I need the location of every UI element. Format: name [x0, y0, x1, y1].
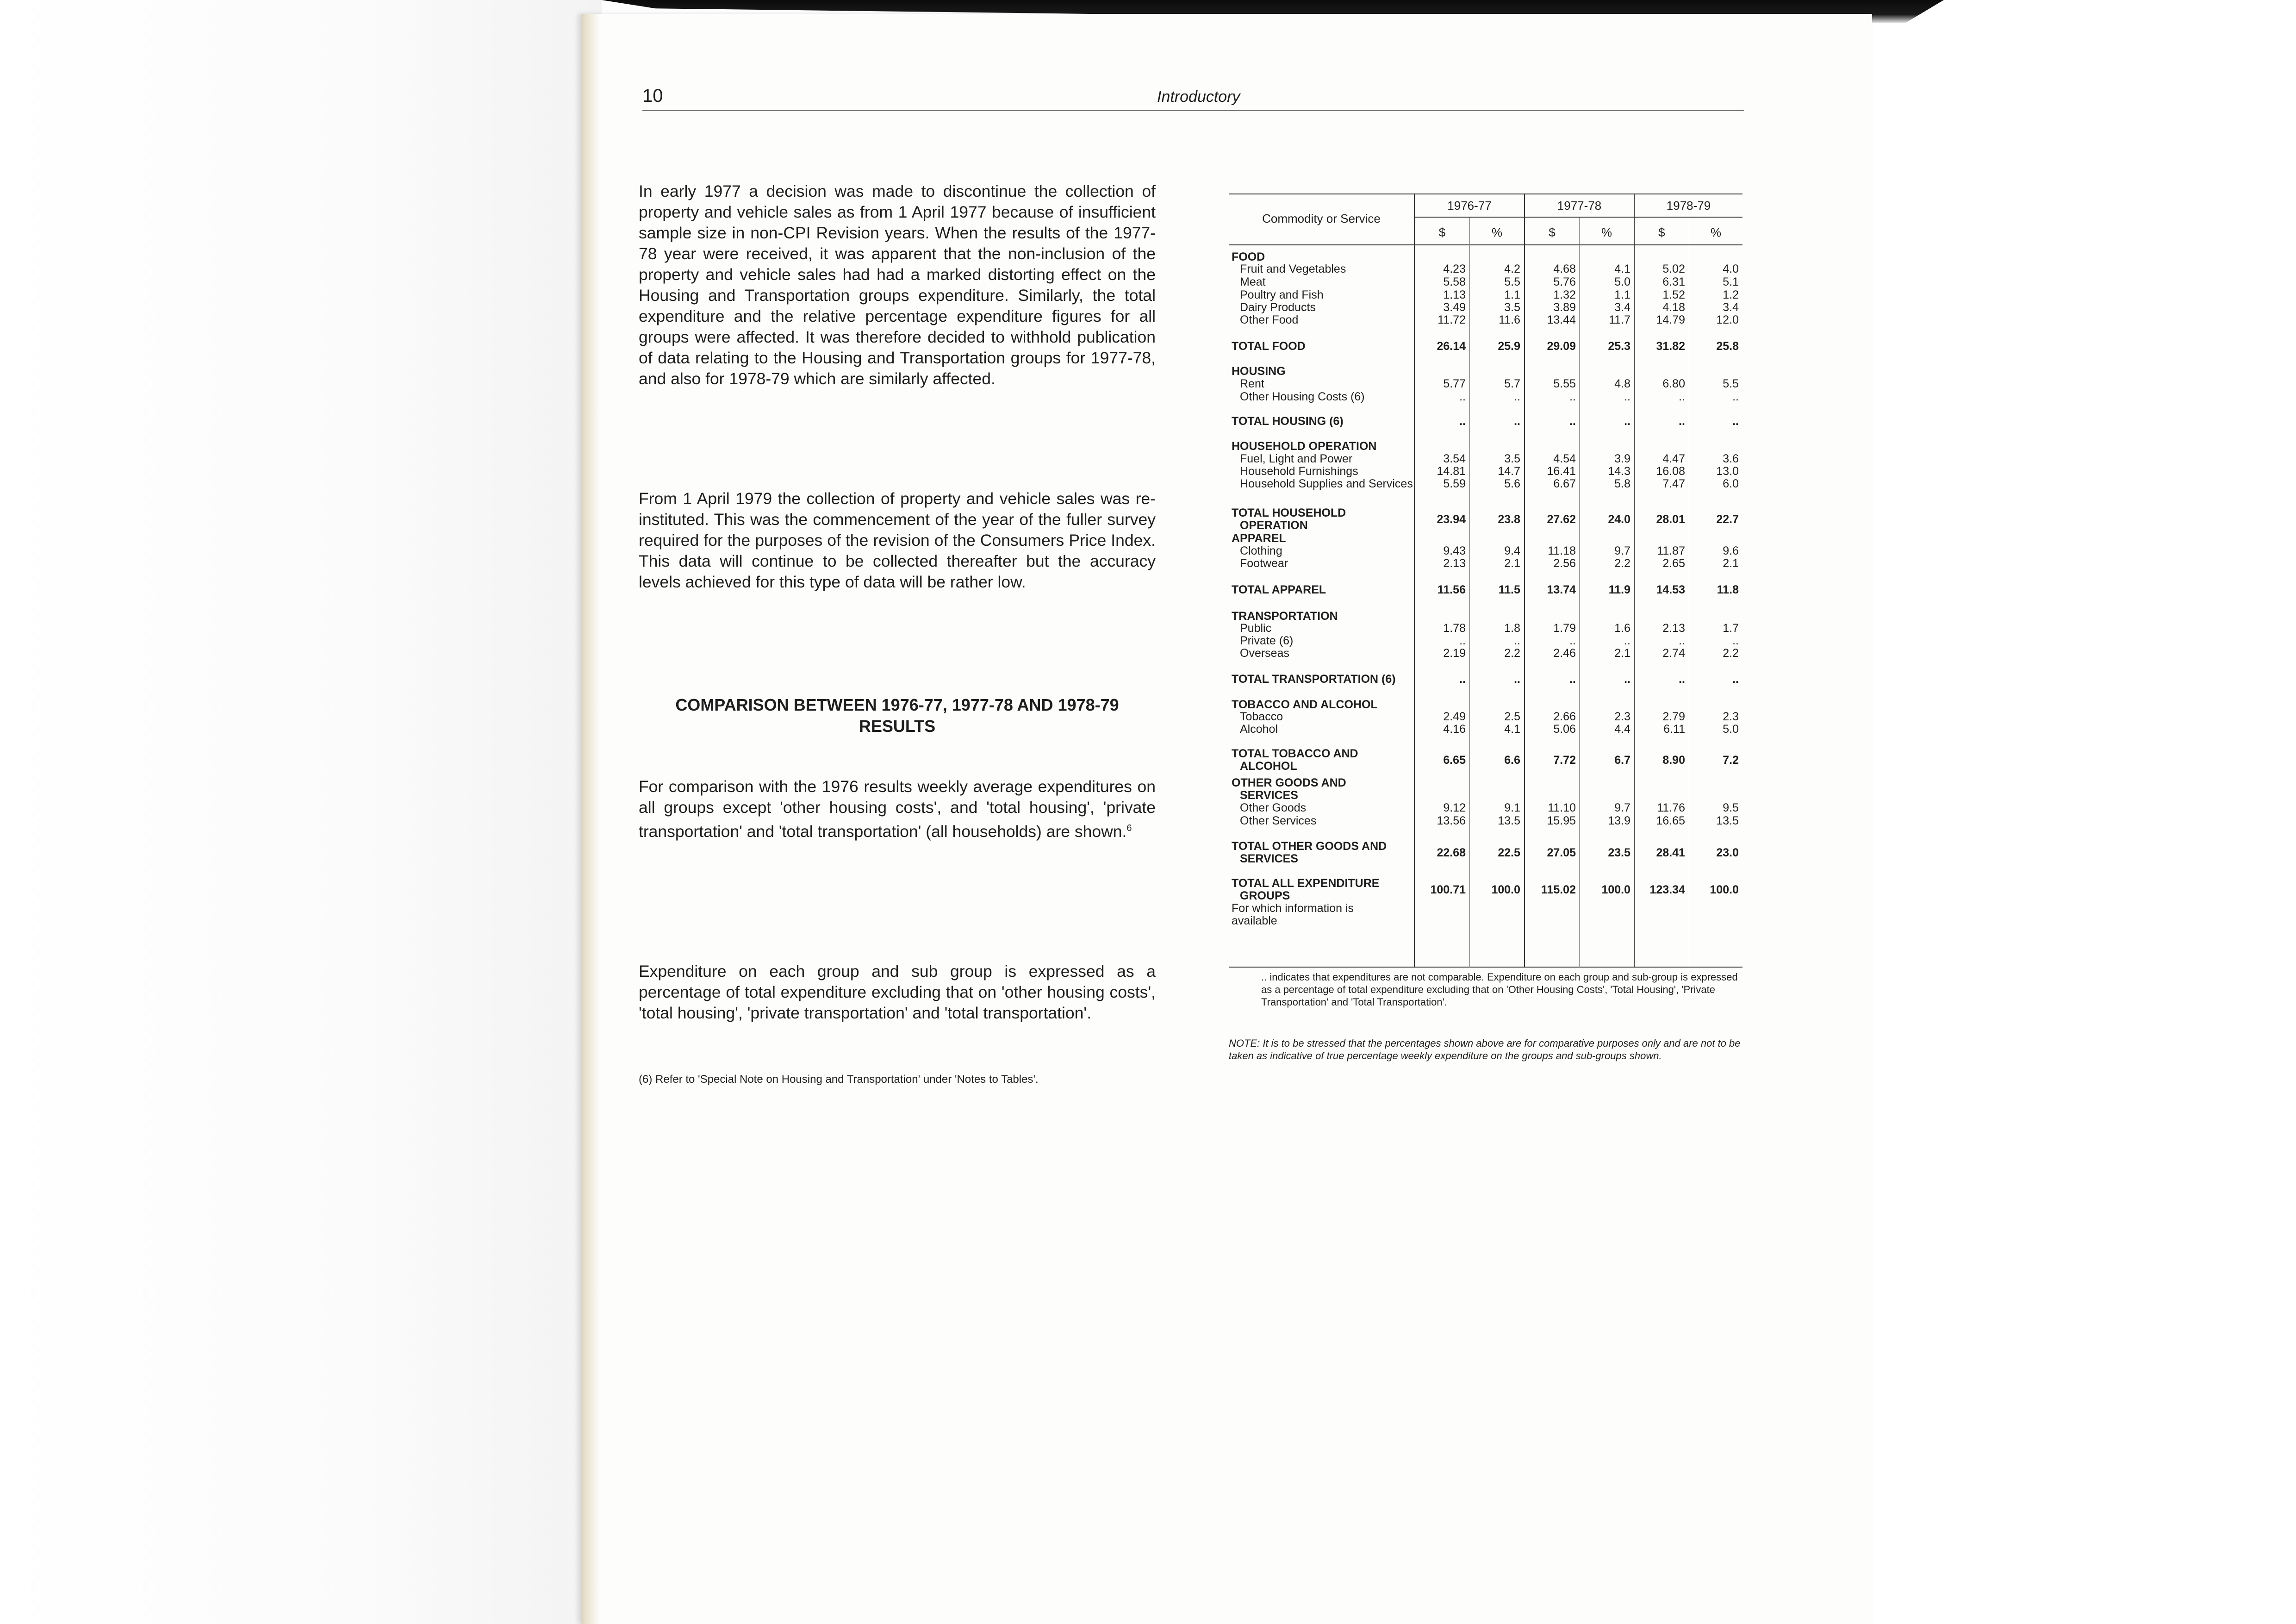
table-cell: ..	[1679, 415, 1685, 428]
table-cell: ..	[1624, 673, 1630, 686]
item-label: Footwear	[1240, 557, 1288, 570]
total-label: TOTAL HOUSEHOLD	[1232, 506, 1346, 519]
header-year-1978-79: 1978-79	[1666, 199, 1711, 212]
table-cell: 115.02	[1541, 883, 1576, 896]
group-label: FOOD	[1232, 250, 1265, 263]
group-label: TRANSPORTATION	[1232, 610, 1338, 623]
header-unit: %	[1710, 225, 1722, 239]
table-cell: 5.5	[1504, 275, 1520, 288]
table-cell: 3.6	[1723, 452, 1739, 465]
table-cell: 3.4	[1723, 301, 1739, 314]
table-cell: 22.7	[1716, 513, 1739, 526]
table-cell: 9.12	[1443, 801, 1466, 814]
table-cell: 12.0	[1716, 313, 1739, 326]
table-cell: ..	[1569, 673, 1576, 686]
table-cell: 7.2	[1723, 754, 1739, 767]
col-divider-label	[1414, 194, 1415, 968]
table-cell: 6.31	[1662, 275, 1685, 288]
table-cell: 13.44	[1547, 313, 1576, 326]
table-cell: 11.87	[1657, 544, 1685, 557]
header-unit: %	[1491, 225, 1503, 239]
table-cell: 14.3	[1608, 465, 1630, 478]
table-cell: ..	[1569, 634, 1576, 647]
table-cell: ..	[1514, 673, 1520, 686]
table-cell: 1.1	[1614, 288, 1630, 301]
table-cell: 5.0	[1614, 275, 1630, 288]
table-cell: 5.59	[1443, 477, 1466, 490]
table-cell: 11.7	[1609, 313, 1630, 326]
item-label: Other Goods	[1240, 801, 1307, 814]
item-label: Meat	[1240, 275, 1266, 288]
table-cell: 27.62	[1547, 513, 1576, 526]
total-label: GROUPS	[1240, 889, 1290, 902]
table-cell: 2.1	[1723, 557, 1739, 570]
table-cell: 14.7	[1498, 465, 1520, 478]
scan-background-left	[0, 0, 602, 1624]
table-cell: 11.9	[1608, 583, 1630, 596]
table-cell: 16.65	[1656, 814, 1685, 827]
table-cell: 31.82	[1656, 340, 1685, 353]
item-label: Household Supplies and Services	[1240, 477, 1413, 490]
header-unit: $	[1438, 225, 1446, 239]
table-cell: 6.0	[1723, 477, 1739, 490]
table-cell: 22.5	[1498, 846, 1520, 859]
table-cell: 2.3	[1723, 710, 1739, 723]
table-cell: 5.5	[1723, 377, 1739, 390]
table-cell: 7.47	[1662, 477, 1685, 490]
table-cell: 9.6	[1723, 544, 1739, 557]
table-note: .. indicates that expenditures are not comparable. Expenditure on each group and sub-group is expressed as a percentage of total expenditure excluding that on 'Other Housing Costs', 'Total Housing', 'Private Transportation' and 'Total Transportation'.	[1261, 971, 1738, 1008]
table-cell: ..	[1514, 390, 1520, 403]
item-label: Other Housing Costs (6)	[1240, 390, 1365, 403]
table-cell: 1.32	[1553, 288, 1576, 301]
item-label: Fuel, Light and Power	[1240, 452, 1353, 465]
table-cell: ..	[1569, 415, 1576, 428]
group-label: HOUSEHOLD OPERATION	[1232, 440, 1377, 453]
page-number: 10	[642, 86, 663, 106]
header-commodity: Commodity or Service	[1262, 212, 1381, 225]
table-cell: ..	[1732, 415, 1739, 428]
table-cell: 2.1	[1614, 647, 1630, 660]
table-cell: ..	[1624, 390, 1630, 403]
table-cell: 1.8	[1504, 622, 1520, 635]
table-cell: 5.58	[1443, 275, 1466, 288]
item-label: Other Food	[1240, 313, 1299, 326]
table-cell: 29.09	[1547, 340, 1576, 353]
table-cell: ..	[1459, 415, 1466, 428]
table-cell: ..	[1732, 673, 1739, 686]
total-label-note: For which information is	[1232, 902, 1354, 915]
table-cell: 11.8	[1717, 583, 1739, 596]
table-cell: ..	[1624, 634, 1630, 647]
paragraph-2: From 1 April 1979 the collection of property and vehicle sales was re-instituted. This was the commencement of the year of the fuller survey required for the purposes of the revision of the Consumers Price Index. This data will continue to be collected thereafter but the accuracy levels achieved for this type of data will be rather low.	[639, 489, 1156, 591]
table-cell: ..	[1514, 634, 1520, 647]
table-cell: 5.6	[1504, 477, 1520, 490]
table-cell: ..	[1624, 415, 1630, 428]
table-cell: 3.89	[1553, 301, 1576, 314]
table-cell: 100.0	[1601, 883, 1630, 896]
table-cell: 13.9	[1608, 814, 1630, 827]
table-cell: 5.77	[1443, 377, 1466, 390]
table-cell: 1.1	[1504, 288, 1520, 301]
table-cell: 14.79	[1656, 313, 1685, 326]
table-cell: 3.4	[1614, 301, 1630, 314]
item-label: Overseas	[1240, 647, 1289, 660]
table-cell: 25.9	[1498, 340, 1520, 353]
table-cell: 2.74	[1662, 647, 1685, 660]
table-cell: 2.65	[1662, 557, 1685, 570]
table-cell: 2.79	[1662, 710, 1685, 723]
table-cell: 1.7	[1723, 622, 1739, 635]
table-cell: 24.0	[1608, 513, 1630, 526]
table-cell: 5.8	[1614, 477, 1630, 490]
table-cell: 13.0	[1716, 465, 1739, 478]
expenditure-table	[1229, 194, 1742, 968]
table-cell: ..	[1732, 390, 1739, 403]
table-cell: 1.52	[1662, 288, 1685, 301]
table-cell: 6.65	[1443, 754, 1466, 767]
table-cell: 11.6	[1499, 313, 1520, 326]
table-cell: 11.56	[1437, 583, 1466, 596]
table-cell: 2.2	[1614, 557, 1630, 570]
table-cell: 4.18	[1662, 301, 1685, 314]
table-cell: ..	[1459, 390, 1466, 403]
table-cell: 4.8	[1614, 377, 1630, 390]
page-binding-edge	[581, 14, 600, 1624]
group-label: TOBACCO AND ALCOHOL	[1232, 698, 1378, 711]
table-cell: 11.10	[1548, 801, 1576, 814]
header-rule	[642, 110, 1744, 111]
item-label: Household Furnishings	[1240, 465, 1358, 478]
table-cell: 2.5	[1504, 710, 1520, 723]
table-cell: 100.0	[1710, 883, 1739, 896]
table-cell: 13.5	[1498, 814, 1520, 827]
table-cell: ..	[1732, 634, 1739, 647]
table-cell: ..	[1679, 673, 1685, 686]
table-cell: ..	[1679, 634, 1685, 647]
table-cell: 7.72	[1553, 754, 1576, 767]
table-cell: 2.2	[1723, 647, 1739, 660]
paragraph-4: Expenditure on each group and sub group is expressed as a percentage of total expenditure excluding that on 'other housing costs', 'total housing', 'private transportation' and 'total transportation'.	[639, 962, 1156, 1022]
group-label: SERVICES	[1240, 789, 1298, 802]
table-cell: 14.81	[1437, 465, 1466, 478]
table-cell: 14.53	[1656, 583, 1685, 596]
table-cell: 2.13	[1443, 557, 1466, 570]
total-label: ALCOHOL	[1240, 760, 1297, 773]
col-divider-year-1	[1524, 194, 1525, 968]
table-cell: 5.0	[1723, 723, 1739, 736]
table-cell: 6.11	[1663, 723, 1685, 736]
item-label: Fruit and Vegetables	[1240, 262, 1346, 275]
table-cell: 2.49	[1443, 710, 1466, 723]
item-label: Tobacco	[1240, 710, 1283, 723]
table-cell: 2.66	[1553, 710, 1576, 723]
item-label: Clothing	[1240, 544, 1282, 557]
col-divider-year-2	[1634, 194, 1635, 968]
table-cell: 11.72	[1437, 313, 1466, 326]
stress-note: NOTE: It is to be stressed that the percentages shown above are for comparative purposes only and are not to be taken as indicative of true percentage weekly expenditure on the groups and sub-groups shown.	[1229, 1037, 1741, 1062]
table-cell: 1.78	[1443, 622, 1466, 635]
table-cell: ..	[1514, 415, 1520, 428]
header-unit: $	[1658, 225, 1665, 239]
table-cell: 2.3	[1614, 710, 1630, 723]
table-cell: 9.1	[1504, 801, 1520, 814]
table-cell: 4.0	[1723, 262, 1739, 275]
item-label: Private (6)	[1240, 634, 1294, 647]
table-cell: 9.7	[1614, 544, 1630, 557]
footnote-ref: 6	[1126, 823, 1132, 833]
table-cell: 2.46	[1553, 647, 1576, 660]
item-label: Rent	[1240, 377, 1264, 390]
table-cell: 13.56	[1437, 814, 1466, 827]
table-cell: 23.0	[1716, 846, 1739, 859]
section-title: COMPARISON BETWEEN 1976-77, 1977-78 AND 1978-79 RESULTS	[675, 695, 1119, 736]
total-label: TOTAL HOUSING (6)	[1232, 415, 1344, 428]
table-cell: ..	[1459, 673, 1466, 686]
table-cell: 5.7	[1504, 377, 1520, 390]
table-cell: 8.90	[1662, 754, 1685, 767]
table-cell: ..	[1569, 390, 1576, 403]
paragraph-3	[639, 776, 1156, 842]
table-cell: 13.5	[1716, 814, 1739, 827]
table-cell: 5.55	[1553, 377, 1576, 390]
table-cell: 3.49	[1443, 301, 1466, 314]
group-label: HOUSING	[1232, 365, 1286, 378]
table-cell: 1.79	[1553, 622, 1576, 635]
paragraph-1: In early 1977 a decision was made to discontinue the collection of property and vehicle sales as from 1 April 1977 because of insufficient sample size in non-CPI Revision years. When the results of the 1977-78 year were received, it was apparent that the non-inclusion of the property and vehicle sales had had a marked distorting effect on the Housing and Transportation groups expenditure. Similarly, the total expenditure and the relative percentage expenditure figures for all groups were affected. It was therefore decided to withhold publication of data relating to the Housing and Transportation groups for 1977-78, and also for 1978-79 which are similarly affected.	[639, 182, 1156, 388]
table-cell: 6.7	[1614, 754, 1630, 767]
col-divider-unit-1	[1469, 218, 1470, 968]
table-cell: 9.43	[1443, 544, 1466, 557]
total-label: SERVICES	[1240, 852, 1298, 865]
item-label: Poultry and Fish	[1240, 288, 1324, 301]
table-cell: 4.68	[1553, 262, 1576, 275]
total-label: TOTAL TOBACCO AND	[1232, 747, 1358, 760]
total-label: TOTAL APPAREL	[1232, 583, 1326, 596]
table-cell: 11.5	[1498, 583, 1520, 596]
header-year-1977-78: 1977-78	[1557, 199, 1602, 212]
table-cell: 9.5	[1723, 801, 1739, 814]
table-cell: 4.54	[1553, 452, 1576, 465]
table-cell: 11.18	[1548, 544, 1576, 557]
table-cell: 6.80	[1662, 377, 1685, 390]
table-cell: 4.23	[1443, 262, 1466, 275]
table-cell: 5.76	[1553, 275, 1576, 288]
table-cell: 1.13	[1443, 288, 1466, 301]
paragraph-3-text: For comparison with the 1976 results weekly average expenditures on all groups except 'other housing costs', and 'total housing', 'private transportation' and 'total transportation' (all households) are shown.	[639, 777, 1156, 841]
table-cell: 15.95	[1547, 814, 1576, 827]
item-label: Dairy Products	[1240, 301, 1316, 314]
table-cell: 28.41	[1656, 846, 1685, 859]
table-cell: ..	[1679, 390, 1685, 403]
table-cell: 3.9	[1614, 452, 1630, 465]
table-cell: 5.06	[1553, 723, 1576, 736]
item-label: Other Services	[1240, 814, 1317, 827]
table-cell: 2.19	[1443, 647, 1466, 660]
total-label-note: available	[1232, 914, 1277, 927]
table-cell: 25.3	[1608, 340, 1630, 353]
table-cell: 2.56	[1553, 557, 1576, 570]
table-cell: 4.2	[1504, 262, 1520, 275]
table-cell: 3.5	[1504, 301, 1520, 314]
table-cell: 23.5	[1608, 846, 1630, 859]
header-year-1976-77: 1976-77	[1447, 199, 1492, 212]
table-cell: 25.8	[1716, 340, 1739, 353]
table-cell: 11.76	[1657, 801, 1685, 814]
table-cell: 1.2	[1723, 288, 1739, 301]
header-bottom-rule	[1229, 244, 1742, 245]
col-divider-unit-2	[1579, 218, 1580, 968]
item-label: Public	[1240, 622, 1272, 635]
running-head: Introductory	[1157, 88, 1240, 106]
table-cell: 6.67	[1553, 477, 1576, 490]
table-cell: 4.1	[1614, 262, 1630, 275]
table-cell: 100.71	[1430, 883, 1466, 896]
table-cell: 4.16	[1443, 723, 1466, 736]
table-cell: 2.2	[1504, 647, 1520, 660]
header-unit: %	[1601, 225, 1612, 239]
table-cell: 27.05	[1547, 846, 1576, 859]
group-label: OTHER GOODS AND	[1232, 776, 1346, 789]
table-cell: 26.14	[1437, 340, 1466, 353]
table-cell: 16.08	[1656, 465, 1685, 478]
table-cell: 9.7	[1614, 801, 1630, 814]
table-cell: ..	[1459, 634, 1466, 647]
year-header-rule	[1414, 217, 1742, 218]
table-cell: 2.13	[1662, 622, 1685, 635]
table-cell: 5.1	[1723, 275, 1739, 288]
table-cell: 3.54	[1443, 452, 1466, 465]
table-cell: 28.01	[1656, 513, 1685, 526]
facing-page-edge	[1863, 23, 2296, 1624]
table-bottom-rule	[1229, 967, 1742, 968]
footnote: (6) Refer to 'Special Note on Housing and Transportation' under 'Notes to Tables'.	[639, 1073, 1039, 1086]
table-cell: 16.41	[1547, 465, 1576, 478]
table-cell: 4.4	[1614, 723, 1630, 736]
table-cell: 1.6	[1614, 622, 1630, 635]
item-label: Alcohol	[1240, 723, 1278, 736]
total-label: TOTAL OTHER GOODS AND	[1232, 840, 1387, 853]
table-cell: 22.68	[1437, 846, 1466, 859]
table-cell: 9.4	[1504, 544, 1520, 557]
table-cell: 6.6	[1504, 754, 1520, 767]
table-cell: 4.1	[1504, 723, 1520, 736]
table-cell: 5.02	[1662, 262, 1685, 275]
total-label: TOTAL TRANSPORTATION (6)	[1232, 673, 1396, 686]
table-cell: 13.74	[1547, 583, 1576, 596]
table-cell: 3.5	[1504, 452, 1520, 465]
table-cell: 100.0	[1491, 883, 1520, 896]
total-label: TOTAL ALL EXPENDITURE	[1232, 877, 1380, 890]
total-label: OPERATION	[1240, 519, 1308, 532]
total-label: TOTAL FOOD	[1232, 340, 1306, 353]
table-cell: 23.8	[1498, 513, 1520, 526]
group-label: APPAREL	[1232, 532, 1286, 545]
header-unit: $	[1549, 225, 1556, 239]
table-cell: 123.34	[1649, 883, 1685, 896]
table-cell: 23.94	[1437, 513, 1466, 526]
table-cell: 4.47	[1662, 452, 1685, 465]
table-cell: 2.1	[1504, 557, 1520, 570]
